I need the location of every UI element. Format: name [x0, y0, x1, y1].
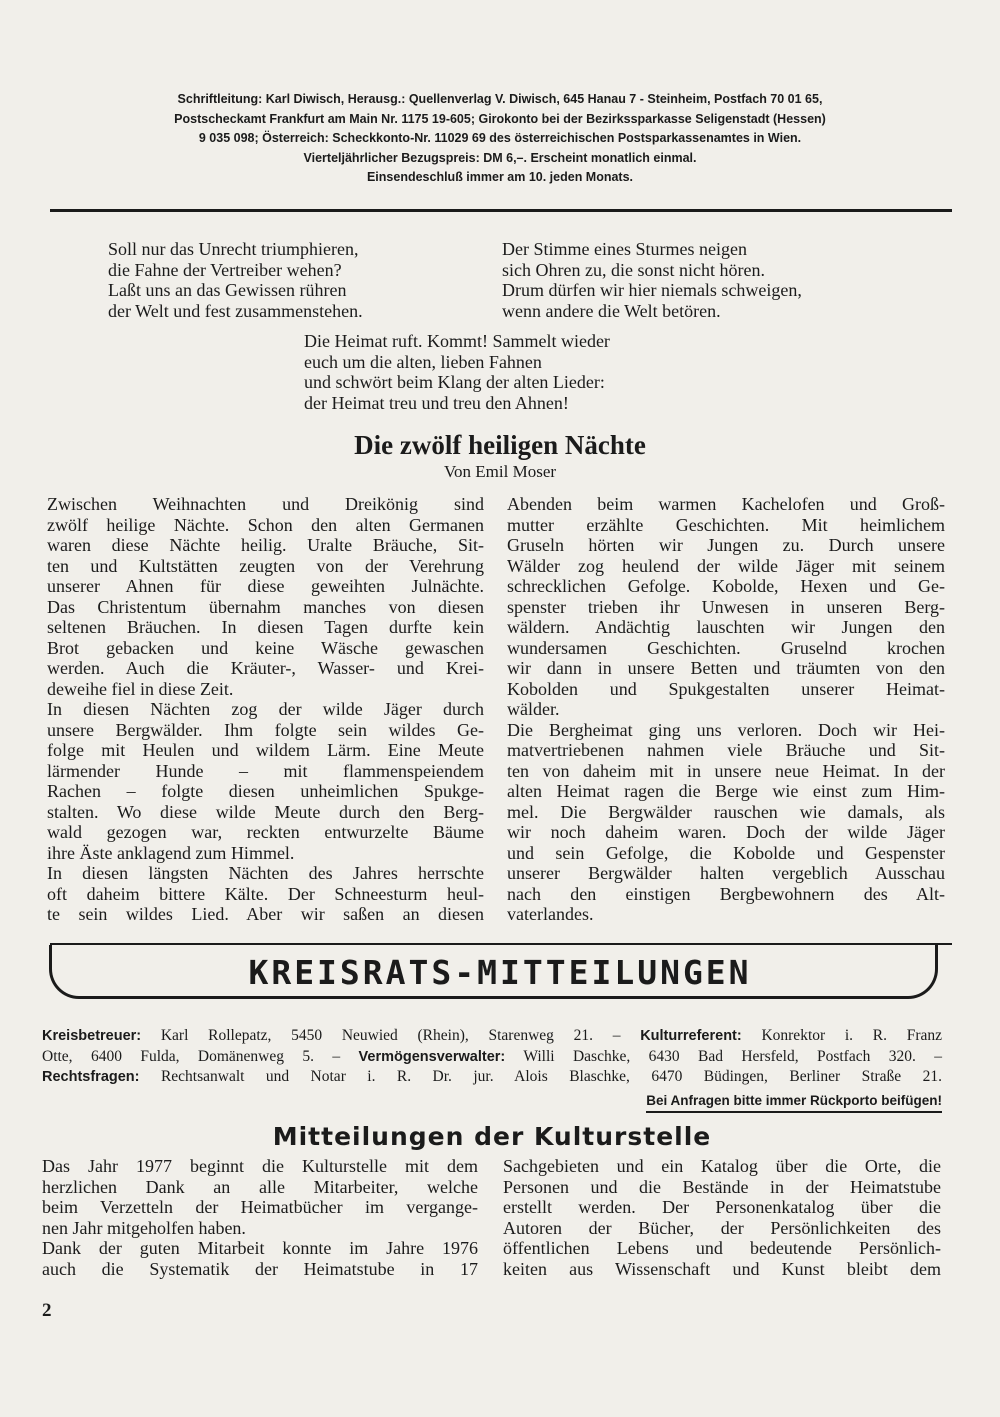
label-kulturreferent: Kulturreferent: — [640, 1028, 742, 1044]
kulturreferent-address: Otte, 6400 Fulda, Domänenweg 5. – — [42, 1047, 341, 1065]
text-line: wälder. — [507, 699, 560, 719]
text-line: Kobolden und Spukgestalten unserer Heimat- — [507, 678, 945, 699]
contacts-row — [42, 1067, 942, 1088]
article-paragraph — [507, 494, 945, 925]
poem-stanza-2 — [502, 239, 802, 321]
article-paragraph — [47, 494, 484, 925]
article-title: Die zwölf heiligen Nächte — [354, 430, 646, 460]
text-line: Sachgebieten und ein Katalog über die Orte, die — [503, 1156, 941, 1176]
text-line: Brot gebacken und keine Wäsche gewaschen — [47, 637, 484, 658]
text-line: wäldern. Andächtig lauschten wir Jungen den — [507, 617, 945, 637]
page-number: 2 — [42, 1300, 52, 1321]
imprint-line: 9 035 098; Österreich: Scheckkonto-Nr. 11029 69 des österreichischen Postsparkassenamtes in Wien. — [198, 131, 802, 145]
imprint-line: Vierteljährlicher Bezugspreis: DM 6,–. Erscheint monatlich einmal. — [303, 150, 697, 165]
poem-line: Soll nur das Unrecht triumphieren, — [108, 239, 359, 259]
text-line: Wälder zog heulend der wilde Jäger mit seinem — [507, 555, 945, 576]
contacts-row — [42, 1026, 942, 1047]
poem-line: Die Heimat ruft. Kommt! Sammelt wieder — [304, 331, 610, 351]
text-line: wir noch daheim waren. Doch der wilde Jäger — [507, 822, 945, 842]
text-line: Autoren der Bücher, der Persönlichkeiten des — [503, 1217, 941, 1238]
article-author: Von Emil Moser — [443, 462, 557, 481]
text-line: waren diese Nächte heilig. Uralte Bräuche, Sit- — [47, 535, 484, 555]
rechtsfragen: Rechtsanwalt und Notar i. R. Dr. jur. Alois Blaschke, 6470 Büdingen, Berliner Straße 21. — [160, 1068, 942, 1085]
poem-line: euch um die alten, lieben Fahnen — [304, 351, 542, 372]
text-line: wundersamen Geschichten. Gruselnd krochen — [507, 637, 945, 658]
text-line: nach den einstigen Bergbewohnern des Alt- — [507, 883, 945, 904]
imprint-line: Postscheckamt Frankfurt am Main Nr. 1175 19-605; Girokonto bei der Bezirkssparkasse Seligenstadt (Hessen) — [174, 111, 826, 126]
article-paragraph — [503, 1156, 941, 1279]
text-line: keiten aus Wissenschaft und Kunst bleibt dem — [503, 1258, 941, 1279]
poem-line: sich Ohren zu, die sonst nicht hören. — [502, 259, 765, 280]
text-line: werden. Auch die Kräuter-, Wasser- und Krei- — [47, 658, 484, 678]
poem-stanza-1 — [108, 239, 363, 321]
poem-line: Drum dürfen wir hier niemals schweigen, — [502, 280, 802, 300]
text-line: In diesen längsten Nächten des Jahres herrschte — [47, 863, 484, 883]
article2-column-1 — [42, 1156, 478, 1279]
text-line: auch die Systematik der Heimatstube in 17 — [42, 1258, 478, 1279]
article-paragraph — [42, 1156, 478, 1279]
text-line: Das Jahr 1977 beginnt die Kulturstelle mit dem — [42, 1156, 478, 1176]
text-line: herzlichen Dank an alle Mitarbeiter, welche — [42, 1176, 478, 1197]
poem-line: der Heimat treu und treu den Ahnen! — [304, 392, 569, 413]
text-line: und sein Gefolge, die Kobolde und Gespenster — [507, 842, 945, 863]
vermoegensverwalter: Willi Daschke, 6430 Bad Hersfeld, Postfach 320. – — [523, 1047, 942, 1065]
text-line: mutter erzählte Geschichten. Mit heimlichem — [507, 514, 945, 535]
text-line: erstellt werden. Der Personenkatalog über die — [503, 1197, 941, 1217]
label-rechtsfragen: Rechtsfragen: — [42, 1069, 140, 1085]
text-line: Die Bergheimat ging uns verloren. Doch wir Hei- — [507, 719, 945, 740]
text-line: seltenen Bräuchen. In diesen Tagen durfte kein — [47, 617, 484, 637]
article-column-1 — [47, 494, 484, 925]
text-line: wir dann in unsere Betten und träumten von den — [507, 658, 945, 678]
label-vermoegensverwalter: Vermögensverwalter: — [358, 1048, 506, 1065]
poem-line: und schwört beim Klang der alten Lieder: — [304, 372, 605, 392]
text-line: Personen und die Bestände in der Heimatstube — [503, 1176, 941, 1197]
text-line: te sein wildes Lied. Aber wir saßen an diesen — [47, 904, 484, 924]
poem-line: die Fahne der Vertreiber wehen? — [108, 259, 342, 280]
poem-line: wenn andere die Welt betören. — [502, 300, 721, 321]
article2-column-2 — [503, 1156, 941, 1279]
text-line: beim Verzetteln der Heimatbücher im vergange- — [42, 1197, 478, 1217]
text-line: Rachen – folgte diesen unheimlichen Spukge- — [47, 781, 484, 801]
text-line: matvertriebenen nahmen viele Bräuche und Sit- — [507, 740, 945, 760]
text-line: vaterlandes. — [507, 904, 594, 924]
poem-stanza-3 — [304, 331, 610, 413]
text-line: schrecklichen Gefolge. Kobolde, Hexen und Ge- — [507, 576, 945, 596]
text-line: Gruseln hörten wir Jungen zu. Durch unsere — [507, 535, 945, 555]
text-line: unserer Bergwälder halten vergeblich Ausschau — [507, 863, 945, 883]
text-line: unserer Ahnen für diese geweihten Julnächte. — [47, 576, 484, 596]
text-line: Abenden beim warmen Kachelofen und Groß- — [507, 494, 945, 514]
text-line: wald gezogen war, reckten entwurzelte Bäume — [47, 822, 484, 842]
text-line: oft daheim bittere Kälte. Der Schneesturm heul- — [47, 883, 484, 904]
kulturreferent: Konrektor i. R. Franz — [761, 1027, 943, 1044]
text-line: mel. Die Bergwälder rauschen wie damals, als — [507, 801, 945, 822]
banner-title: KREISRATS-MITTEILUNGEN — [248, 953, 752, 992]
label-kreisbetreuer: Kreisbetreuer: — [42, 1028, 142, 1044]
imprint-line: Schriftleitung: Karl Diwisch, Herausg.: Quellenverlag V. Diwisch, 645 Hanau 7 - Steinheim, Postfach 70 01 65, — [177, 92, 823, 106]
text-line: nen Jahr mitgeholfen haben. — [42, 1217, 246, 1238]
contacts-row — [42, 1047, 942, 1068]
poem-line: der Welt und fest zusammenstehen. — [108, 300, 363, 321]
poem-line: Der Stimme eines Sturmes neigen — [502, 239, 747, 259]
text-line: folge mit Heulen und wildem Lärm. Eine Meute — [47, 740, 484, 760]
text-line: unsere Bergwälder. Ihm folgte sein wildes Ge- — [47, 719, 484, 740]
section-title: Mitteilungen der Kulturstelle — [272, 1122, 712, 1151]
imprint — [50, 90, 950, 188]
header-rule — [50, 209, 952, 212]
text-line: Dank der guten Mitarbeit konnte im Jahre 1976 — [42, 1238, 478, 1258]
text-line: In diesen Nächten zog der wilde Jäger durch — [47, 699, 484, 719]
article-column-2 — [507, 494, 945, 925]
text-line: Das Christentum übernahm manches von diesen — [47, 596, 484, 617]
text-line: deweihe fiel in diese Zeit. — [47, 678, 234, 699]
text-line: alten Heimat ragen die Berge wie einst zum Him- — [507, 781, 945, 801]
text-line: spenster trieben ihr Unwesen in unseren Berg- — [507, 596, 945, 617]
kreisbetreuer: Karl Rollepatz, 5450 Neuwied (Rhein), Starenweg 21. – — [160, 1027, 621, 1044]
text-line: Zwischen Weihnachten und Dreikönig sind — [47, 494, 484, 514]
text-line: zwölf heilige Nächte. Schon den alten Germanen — [47, 514, 484, 535]
text-line: ten und Kultstätten zeugten von der Verehrung — [47, 555, 484, 576]
text-line: öffentlichen Lebens und bedeutende Persönlich- — [503, 1238, 941, 1258]
poem-line: Laßt uns an das Gewissen rühren — [108, 280, 347, 300]
text-line: stalten. Wo diese wilde Meute durch den Berg- — [47, 801, 484, 822]
return-postage-notice: Bei Anfragen bitte immer Rückporto beifügen! — [646, 1092, 942, 1113]
text-line: ten von daheim mit in unsere neue Heimat. In der — [507, 760, 945, 781]
imprint-line: Einsendeschluß immer am 10. jeden Monats. — [366, 170, 634, 184]
contacts-block — [42, 1026, 942, 1088]
text-line: ihre Äste anklagend zum Himmel. — [47, 842, 295, 863]
text-line: lärmender Hunde – mit flammenspeiendem — [47, 760, 484, 781]
